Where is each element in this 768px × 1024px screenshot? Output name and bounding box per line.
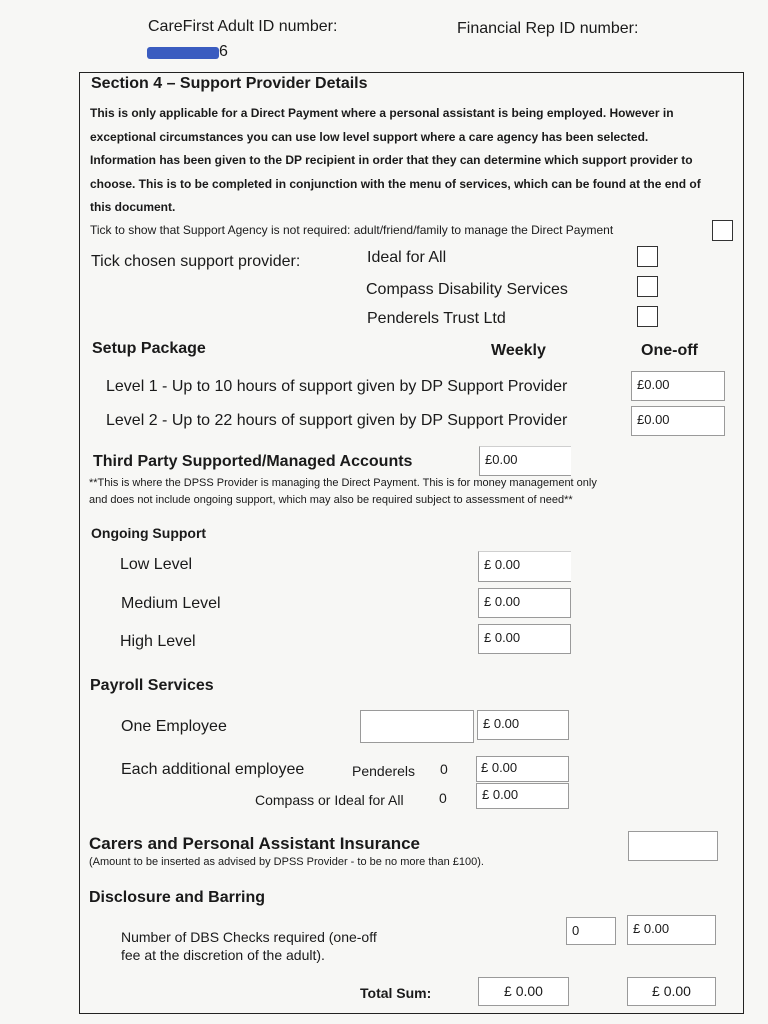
medium-level-label: Medium Level <box>121 595 221 612</box>
penderels-count[interactable]: 0 <box>440 761 448 777</box>
tick-not-required-label: Tick to show that Support Agency is not required: adult/friend/family to manage the Direct Payment <box>90 223 614 237</box>
third-party-note-line-2: and does not include ongoing support, which may also be required subject to assessment of need** <box>89 494 573 506</box>
insurance-title: Carers and Personal Assistant Insurance <box>89 834 421 853</box>
ongoing-support-title: Ongoing Support <box>91 525 207 541</box>
level2-label: Level 2 - Up to 22 hours of support given by DP Support Provider <box>106 412 568 429</box>
third-party-value-field[interactable]: £0.00 <box>479 446 571 476</box>
each-additional-label: Each additional employee <box>121 761 305 778</box>
dbs-count-field[interactable]: 0 <box>566 917 616 945</box>
provider-ideal-label: Ideal for All <box>367 249 447 266</box>
low-level-value-field[interactable]: £ 0.00 <box>478 551 571 582</box>
financial-rep-id-label: Financial Rep ID number: <box>457 20 639 37</box>
insurance-value-field[interactable] <box>628 831 718 861</box>
one-employee-label: One Employee <box>121 718 227 735</box>
medium-level-value-field[interactable]: £ 0.00 <box>478 588 571 618</box>
high-level-label: High Level <box>120 633 196 650</box>
one-employee-value-field[interactable]: £ 0.00 <box>477 710 569 740</box>
penderels-value-field[interactable]: £ 0.00 <box>476 756 569 782</box>
level1-value-field[interactable]: £0.00 <box>631 371 725 401</box>
third-party-title: Third Party Supported/Managed Accounts <box>93 453 413 470</box>
payroll-title: Payroll Services <box>90 677 214 694</box>
section-frame <box>79 72 744 1014</box>
compass-ideal-label: Compass or Ideal for All <box>255 792 404 808</box>
penderels-label: Penderels <box>352 763 416 779</box>
insurance-note: (Amount to be inserted as advised by DPSS Provider - to be no more than £100). <box>89 856 484 868</box>
compass-count[interactable]: 0 <box>439 790 447 806</box>
total-sum-label: Total Sum: <box>360 985 432 1001</box>
intro-line-3: Information has been given to the DP recipient in order that they can determine which support provider to <box>90 153 693 167</box>
compass-value-field[interactable]: £ 0.00 <box>476 783 569 809</box>
intro-line-4: choose. This is to be completed in conjunction with the menu of services, which can be found at the end of <box>90 177 701 191</box>
intro-line-5: this document. <box>90 200 176 214</box>
carefirst-id-label: CareFirst Adult ID number: <box>148 18 338 35</box>
one-employee-notes-field[interactable] <box>360 710 474 743</box>
provider-penderels-label: Penderels Trust Ltd <box>367 310 506 327</box>
dbs-value-field[interactable]: £ 0.00 <box>627 915 716 945</box>
low-level-label: Low Level <box>120 556 193 573</box>
intro-line-2: exceptional circumstances you can use low level support where a care agency has been selected. <box>90 130 649 144</box>
section-title: Section 4 – Support Provider Details <box>91 75 368 92</box>
not-required-checkbox[interactable] <box>712 220 733 241</box>
total-weekly-field[interactable]: £ 0.00 <box>478 977 569 1006</box>
level1-label: Level 1 - Up to 10 hours of support given by DP Support Provider <box>106 378 568 395</box>
third-party-note-line-1: **This is where the DPSS Provider is managing the Direct Payment. This is for money management only <box>89 477 597 489</box>
weekly-column-header: Weekly <box>491 342 546 359</box>
provider-penderels-checkbox[interactable] <box>637 306 658 327</box>
setup-package-title: Setup Package <box>92 340 206 357</box>
high-level-value-field[interactable]: £ 0.00 <box>478 624 571 654</box>
provider-compass-label: Compass Disability Services <box>366 281 568 298</box>
oneoff-column-header: One-off <box>641 342 698 359</box>
provider-ideal-checkbox[interactable] <box>637 246 658 267</box>
provider-compass-checkbox[interactable] <box>637 276 658 297</box>
intro-line-1: This is only applicable for a Direct Payment where a personal assistant is being employed. However in <box>90 106 674 120</box>
tick-chosen-label: Tick chosen support provider: <box>91 253 301 270</box>
dbs-line-2: fee at the discretion of the adult). <box>121 947 325 963</box>
redacted-id-value <box>147 47 219 59</box>
total-oneoff-field[interactable]: £ 0.00 <box>627 977 716 1006</box>
dbs-line-1: Number of DBS Checks required (one-off <box>121 929 377 945</box>
level2-value-field[interactable]: £0.00 <box>631 406 725 436</box>
dbs-title: Disclosure and Barring <box>89 889 266 906</box>
id-visible-digit: 6 <box>219 43 228 60</box>
